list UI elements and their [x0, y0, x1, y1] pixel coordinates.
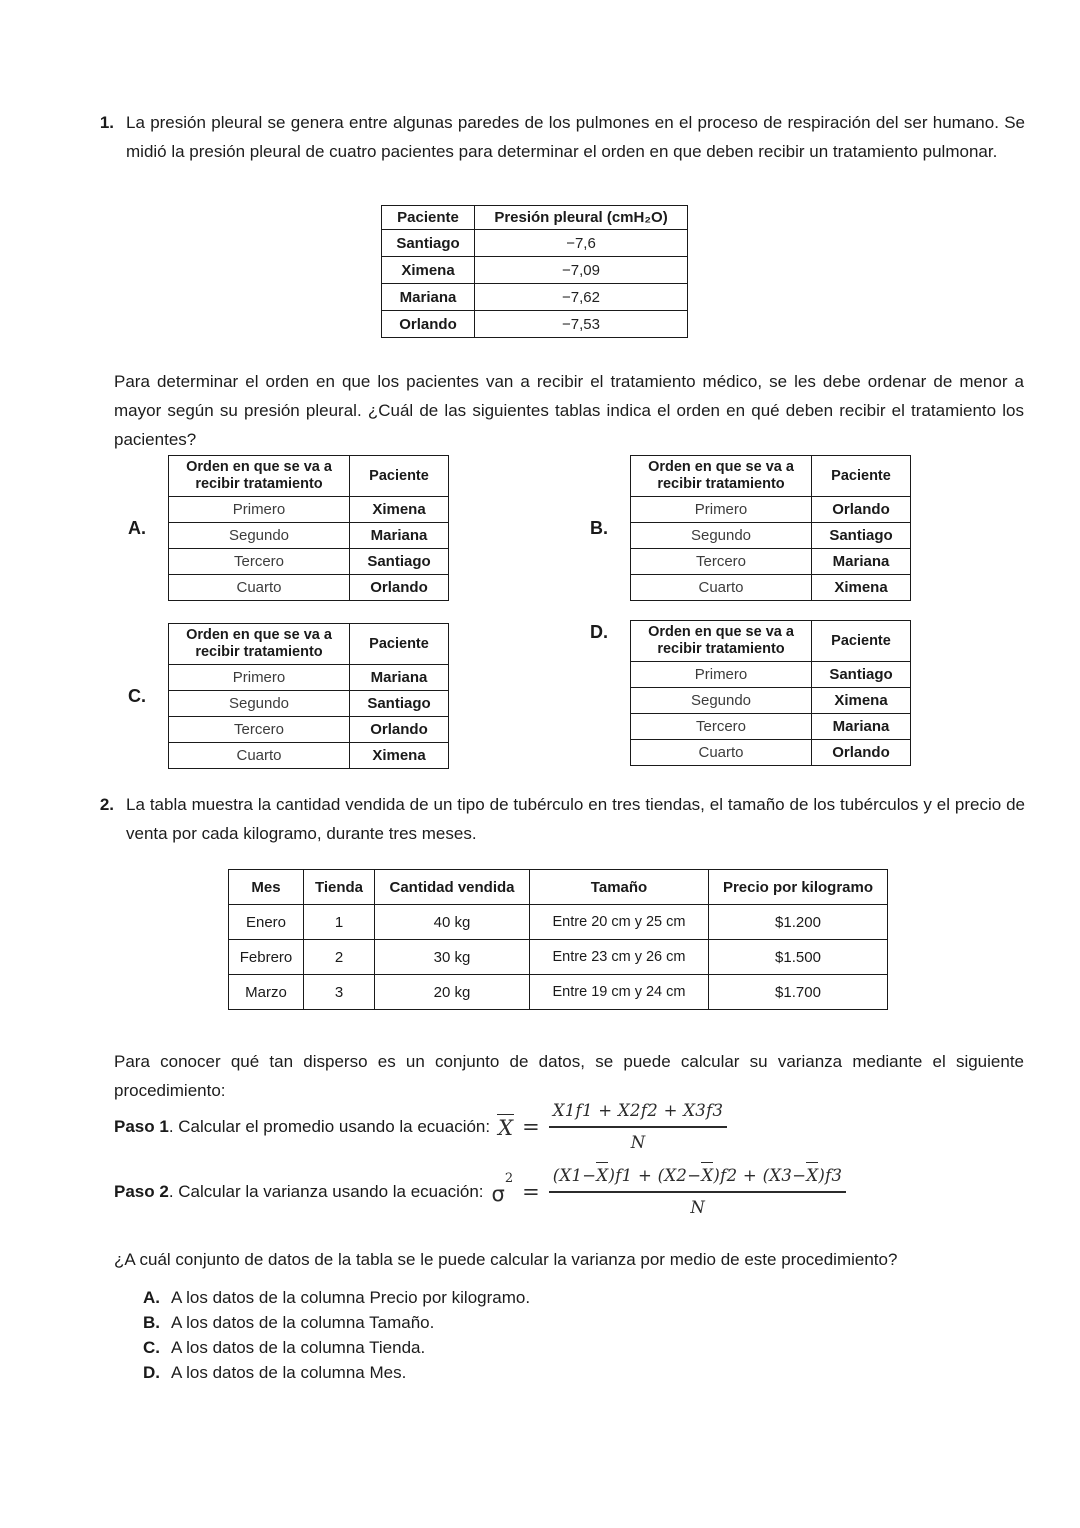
cell-mes: Enero [229, 905, 304, 940]
table-row [169, 523, 449, 549]
cell-patient: Ximena [350, 497, 449, 523]
answer-text: A los datos de la columna Mes. [171, 1363, 407, 1382]
table-row [229, 940, 888, 975]
table-row [631, 662, 911, 688]
table-header-row [631, 621, 911, 662]
cell-pressure: −7,09 [475, 257, 688, 284]
cell-patient: Santiago [350, 691, 449, 717]
cell-pressure: −7,53 [475, 311, 688, 338]
cell-tamano: Entre 23 cm y 26 cm [530, 940, 709, 975]
cell-order: Tercero [169, 549, 350, 575]
cell-order: Primero [169, 665, 350, 691]
table-header-row [229, 870, 888, 905]
table-row [382, 257, 688, 284]
table-header-row [169, 624, 449, 665]
option-a[interactable] [128, 455, 449, 601]
step-1-formula [498, 1098, 727, 1156]
question-1-stem: La presión pleural se genera entre algunas paredes de los pulmones en el proceso de respiración del ser humano. Se midió la presión pleural de cuatro pacientes para determinar el orden en que deben recibir un tratamiento pulmonar. [126, 113, 1025, 161]
table-row [631, 497, 911, 523]
table-row [382, 311, 688, 338]
option-d-table [630, 620, 911, 766]
step-2-lead [114, 1179, 484, 1205]
table-row [229, 905, 888, 940]
table-row [169, 691, 449, 717]
cell-tamano: Entre 19 cm y 24 cm [530, 975, 709, 1010]
cell-tienda: 1 [304, 905, 375, 940]
cell-pressure: −7,6 [475, 230, 688, 257]
answer-text: A los datos de la columna Tamaño. [171, 1313, 435, 1332]
question-2 [80, 790, 1025, 848]
column-header-presion: Presión pleural (cmH₂O) [475, 206, 688, 230]
answer-option-a[interactable] [143, 1285, 530, 1310]
cell-order: Tercero [631, 714, 812, 740]
variance-intro: Para conocer qué tan disperso es un conjunto de datos, se puede calcular su varianza mediante el siguiente procedimiento: [114, 1052, 1024, 1100]
cell-precio: $1.200 [709, 905, 888, 940]
question-2-number: 2. [99, 795, 114, 814]
cell-order: Segundo [169, 523, 350, 549]
question-1 [80, 108, 1025, 166]
equals-sign: = [522, 1179, 540, 1204]
cell-order: Primero [169, 497, 350, 523]
question-1-prompt: Para determinar el orden en que los pacientes van a recibir el tratamiento médico, se les debe ordenar de menor a mayor según su presión pleural. ¿Cuál de las siguientes tablas indica el orden en qué deben recibir el tratamiento los pacientes? [114, 372, 1024, 449]
column-header-orden: Orden en que se va a recibir tratamiento [169, 624, 350, 665]
cell-pressure: −7,62 [475, 284, 688, 311]
table-row [631, 575, 911, 601]
column-header-orden: Orden en que se va a recibir tratamiento [631, 621, 812, 662]
cell-patient: Orlando [812, 740, 911, 766]
table-header-row [169, 456, 449, 497]
answer-letter: B. [143, 1313, 160, 1332]
answer-text: A los datos de la columna Precio por kilogramo. [171, 1288, 531, 1307]
cell-patient: Orlando [382, 311, 475, 338]
option-a-letter: A. [128, 517, 146, 538]
cell-tienda: 3 [304, 975, 375, 1010]
table-header-row [382, 206, 688, 230]
option-d[interactable] [590, 620, 911, 766]
table-row [169, 549, 449, 575]
option-b-letter: B. [590, 517, 608, 538]
column-header-paciente: Paciente [812, 456, 911, 497]
answer-letter: D. [143, 1363, 160, 1382]
cell-cantidad: 30 kg [375, 940, 530, 975]
column-header-tienda: Tienda [304, 870, 375, 905]
table-row [382, 284, 688, 311]
step-2 [114, 1163, 846, 1221]
table-row [169, 497, 449, 523]
column-header-paciente: Paciente [382, 206, 475, 230]
question-1-body [126, 108, 1025, 166]
cell-patient: Santiago [812, 662, 911, 688]
table-row [169, 665, 449, 691]
table-row [631, 714, 911, 740]
cell-order: Tercero [631, 549, 812, 575]
option-c[interactable] [128, 623, 449, 769]
question-2-stem: La tabla muestra la cantidad vendida de un tipo de tubérculo en tres tiendas, el tamaño de los tubérculos y el precio de venta por cada kilogramo, durante tres meses. [126, 795, 1025, 843]
step-2-formula [492, 1163, 847, 1221]
option-d-letter: D. [590, 622, 608, 642]
cell-order: Cuarto [169, 575, 350, 601]
column-header-tamano: Tamaño [530, 870, 709, 905]
column-header-orden: Orden en que se va a recibir tratamiento [631, 456, 812, 497]
fraction [549, 1163, 847, 1221]
fraction-denominator: N [630, 1132, 646, 1152]
exponent-two: 2 [504, 1170, 514, 1186]
equals-sign: = [522, 1114, 540, 1139]
cell-tienda: 2 [304, 940, 375, 975]
fraction-numerator: X1f1 + X2f2 + X3f3 [552, 1101, 724, 1120]
table-row [631, 523, 911, 549]
column-header-cantidad: Cantidad vendida [375, 870, 530, 905]
cell-patient: Orlando [812, 497, 911, 523]
cell-patient: Mariana [382, 284, 475, 311]
formula-mean-symbol: X [498, 1113, 513, 1141]
cell-patient: Mariana [812, 714, 911, 740]
cell-order: Segundo [169, 691, 350, 717]
option-b-table [630, 455, 911, 601]
fraction-numerator: (X1−X)f1 + (X2−X)f2 + (X3−X)f3 [549, 1163, 847, 1191]
cell-patient: Ximena [812, 575, 911, 601]
cell-cantidad: 20 kg [375, 975, 530, 1010]
step-2-text: . Calcular la varianza usando la ecuación: [168, 1181, 484, 1201]
cell-patient: Ximena [350, 743, 449, 769]
table-row [169, 575, 449, 601]
cell-order: Tercero [169, 717, 350, 743]
answer-letter: A. [143, 1288, 160, 1307]
table-row [169, 743, 449, 769]
cell-precio: $1.700 [709, 975, 888, 1010]
cell-order: Segundo [631, 523, 812, 549]
column-header-paciente: Paciente [812, 621, 911, 662]
cell-order: Primero [631, 662, 812, 688]
step-1-lead [114, 1114, 490, 1140]
question-2-answer-list [143, 1285, 530, 1385]
table-row [631, 688, 911, 714]
table-row [229, 975, 888, 1010]
cell-patient: Santiago [812, 523, 911, 549]
cell-patient: Mariana [350, 523, 449, 549]
column-header-orden: Orden en que se va a recibir tratamiento [169, 456, 350, 497]
answer-option-b[interactable] [143, 1310, 530, 1335]
answer-letter: C. [143, 1338, 160, 1357]
sales-table [228, 869, 888, 1010]
step-1-label: Paso 1 [114, 1116, 169, 1136]
cell-patient: Orlando [350, 717, 449, 743]
table-row [382, 230, 688, 257]
answer-option-c[interactable] [143, 1335, 530, 1360]
cell-patient: Santiago [350, 549, 449, 575]
cell-order: Primero [631, 497, 812, 523]
question-1-number: 1. [99, 113, 114, 132]
question-2-prompt: ¿A cuál conjunto de datos de la tabla se le puede calcular la varianza por medio de este procedimiento? [114, 1250, 898, 1269]
step-1-text: . Calcular el promedio usando la ecuación: [168, 1116, 491, 1136]
cell-order: Cuarto [631, 575, 812, 601]
column-header-paciente: Paciente [350, 456, 449, 497]
answer-text: A los datos de la columna Tienda. [171, 1338, 426, 1357]
column-header-precio: Precio por kilogramo [709, 870, 888, 905]
answer-option-d[interactable] [143, 1360, 530, 1385]
option-c-table [168, 623, 449, 769]
cell-patient: Ximena [382, 257, 475, 284]
cell-order: Cuarto [631, 740, 812, 766]
step-2-label: Paso 2 [114, 1181, 169, 1201]
fraction-denominator: N [690, 1197, 705, 1217]
cell-mes: Febrero [229, 940, 304, 975]
step-1 [114, 1098, 727, 1156]
table-row [631, 740, 911, 766]
cell-patient: Mariana [812, 549, 911, 575]
table-row [169, 717, 449, 743]
table-header-row [631, 456, 911, 497]
cell-patient: Ximena [812, 688, 911, 714]
cell-order: Segundo [631, 688, 812, 714]
cell-mes: Marzo [229, 975, 304, 1010]
table-row [631, 549, 911, 575]
option-a-table [168, 455, 449, 601]
cell-precio: $1.500 [709, 940, 888, 975]
formula-variance-symbol: $\sigma^2$ [491, 1170, 514, 1206]
fraction [549, 1098, 728, 1156]
column-header-paciente: Paciente [350, 624, 449, 665]
cell-tamano: Entre 20 cm y 25 cm [530, 905, 709, 940]
cell-patient: Santiago [382, 230, 475, 257]
cell-patient: Mariana [350, 665, 449, 691]
option-b[interactable] [590, 455, 911, 601]
pressure-table [381, 205, 688, 338]
question-2-body [126, 790, 1025, 848]
cell-patient: Orlando [350, 575, 449, 601]
option-c-letter: C. [128, 685, 146, 706]
cell-order: Cuarto [169, 743, 350, 769]
cell-cantidad: 40 kg [375, 905, 530, 940]
column-header-mes: Mes [229, 870, 304, 905]
